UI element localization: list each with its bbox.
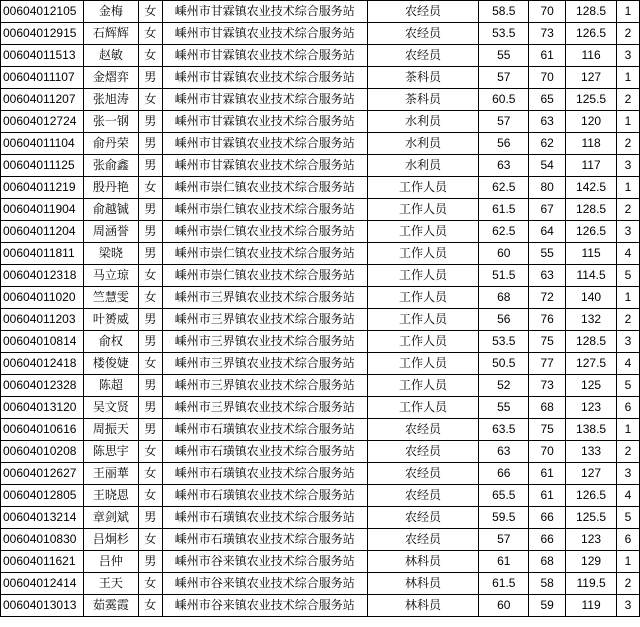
rank-cell: 1 <box>617 111 640 133</box>
total-score-cell: 127 <box>566 463 617 485</box>
total-score-cell: 126.5 <box>566 485 617 507</box>
rank-cell: 1 <box>617 287 640 309</box>
table-body <box>1 1 640 617</box>
candidate-name-cell: 金熠弈 <box>83 67 138 89</box>
candidate-id-cell: 00604012105 <box>1 1 84 23</box>
position-cell: 农经员 <box>367 1 479 23</box>
rank-cell: 6 <box>617 529 640 551</box>
employer-unit-cell: 嵊州市崇仁镇农业技术综合服务站 <box>162 199 367 221</box>
rank-cell: 4 <box>617 243 640 265</box>
written-score-cell: 56 <box>479 133 529 155</box>
position-cell: 工作人员 <box>367 243 479 265</box>
gender-cell: 男 <box>138 551 162 573</box>
candidate-id-cell: 00604011203 <box>1 309 84 331</box>
interview-score-cell: 73 <box>529 375 566 397</box>
position-cell: 工作人员 <box>367 375 479 397</box>
employer-unit-cell: 嵊州市石璜镇农业技术综合服务站 <box>162 507 367 529</box>
gender-cell: 女 <box>138 353 162 375</box>
total-score-cell: 115 <box>566 243 617 265</box>
gender-cell: 男 <box>138 375 162 397</box>
rank-cell: 1 <box>617 177 640 199</box>
gender-cell: 男 <box>138 221 162 243</box>
employer-unit-cell: 嵊州市石璜镇农业技术综合服务站 <box>162 485 367 507</box>
position-cell: 水利员 <box>367 155 479 177</box>
interview-score-cell: 54 <box>529 155 566 177</box>
rank-cell: 6 <box>617 397 640 419</box>
candidate-name-cell: 金梅 <box>83 1 138 23</box>
table-row <box>1 331 640 353</box>
gender-cell: 女 <box>138 595 162 617</box>
written-score-cell: 60 <box>479 243 529 265</box>
total-score-cell: 120 <box>566 111 617 133</box>
total-score-cell: 126.5 <box>566 221 617 243</box>
total-score-cell: 142.5 <box>566 177 617 199</box>
interview-score-cell: 59 <box>529 595 566 617</box>
candidate-name-cell: 陈超 <box>83 375 138 397</box>
rank-cell: 2 <box>617 441 640 463</box>
position-cell: 农经员 <box>367 45 479 67</box>
candidate-id-cell: 00604011811 <box>1 243 84 265</box>
position-cell: 茶科员 <box>367 67 479 89</box>
rank-cell: 1 <box>617 419 640 441</box>
employer-unit-cell: 嵊州市三界镇农业技术综合服务站 <box>162 353 367 375</box>
employer-unit-cell: 嵊州市甘霖镇农业技术综合服务站 <box>162 111 367 133</box>
total-score-cell: 125.5 <box>566 507 617 529</box>
rank-cell: 3 <box>617 155 640 177</box>
position-cell: 工作人员 <box>367 353 479 375</box>
gender-cell: 男 <box>138 331 162 353</box>
table-row <box>1 67 640 89</box>
interview-score-cell: 61 <box>529 485 566 507</box>
candidate-name-cell: 吕炯杉 <box>83 529 138 551</box>
gender-cell: 女 <box>138 1 162 23</box>
rank-cell: 1 <box>617 67 640 89</box>
candidate-name-cell: 俞越铖 <box>83 199 138 221</box>
total-score-cell: 127.5 <box>566 353 617 375</box>
candidate-id-cell: 00604012414 <box>1 573 84 595</box>
total-score-cell: 128.5 <box>566 331 617 353</box>
gender-cell: 男 <box>138 507 162 529</box>
interview-score-cell: 70 <box>529 1 566 23</box>
rank-cell: 3 <box>617 595 640 617</box>
written-score-cell: 57 <box>479 111 529 133</box>
candidate-name-cell: 周振天 <box>83 419 138 441</box>
position-cell: 工作人员 <box>367 397 479 419</box>
written-score-cell: 62.5 <box>479 221 529 243</box>
table-row <box>1 1 640 23</box>
employer-unit-cell: 嵊州市三界镇农业技术综合服务站 <box>162 331 367 353</box>
table-row <box>1 221 640 243</box>
table-row <box>1 243 640 265</box>
interview-score-cell: 77 <box>529 353 566 375</box>
candidate-id-cell: 00604011020 <box>1 287 84 309</box>
gender-cell: 男 <box>138 67 162 89</box>
interview-score-cell: 70 <box>529 67 566 89</box>
gender-cell: 女 <box>138 23 162 45</box>
candidate-name-cell: 楼俊婕 <box>83 353 138 375</box>
employer-unit-cell: 嵊州市三界镇农业技术综合服务站 <box>162 309 367 331</box>
candidate-id-cell: 00604011904 <box>1 199 84 221</box>
candidate-id-cell: 00604011621 <box>1 551 84 573</box>
interview-score-cell: 66 <box>529 507 566 529</box>
table-row <box>1 419 640 441</box>
candidate-id-cell: 00604011107 <box>1 67 84 89</box>
written-score-cell: 52 <box>479 375 529 397</box>
gender-cell: 女 <box>138 265 162 287</box>
written-score-cell: 63.5 <box>479 419 529 441</box>
employer-unit-cell: 嵊州市崇仁镇农业技术综合服务站 <box>162 221 367 243</box>
total-score-cell: 118 <box>566 133 617 155</box>
total-score-cell: 127 <box>566 67 617 89</box>
employer-unit-cell: 嵊州市石璜镇农业技术综合服务站 <box>162 529 367 551</box>
position-cell: 农经员 <box>367 441 479 463</box>
candidate-name-cell: 俞权 <box>83 331 138 353</box>
position-cell: 工作人员 <box>367 265 479 287</box>
interview-score-cell: 80 <box>529 177 566 199</box>
interview-score-cell: 65 <box>529 89 566 111</box>
table-row <box>1 529 640 551</box>
total-score-cell: 116 <box>566 45 617 67</box>
interview-score-cell: 55 <box>529 243 566 265</box>
candidate-name-cell: 张一钢 <box>83 111 138 133</box>
candidate-name-cell: 梁晓 <box>83 243 138 265</box>
table-row <box>1 507 640 529</box>
rank-cell: 5 <box>617 507 640 529</box>
candidate-name-cell: 茹霙霞 <box>83 595 138 617</box>
gender-cell: 男 <box>138 309 162 331</box>
interview-score-cell: 68 <box>529 397 566 419</box>
candidate-name-cell: 殷丹艳 <box>83 177 138 199</box>
gender-cell: 男 <box>138 133 162 155</box>
rank-cell: 2 <box>617 309 640 331</box>
candidate-id-cell: 00604011219 <box>1 177 84 199</box>
candidate-id-cell: 00604012318 <box>1 265 84 287</box>
position-cell: 农经员 <box>367 23 479 45</box>
employer-unit-cell: 嵊州市三界镇农业技术综合服务站 <box>162 287 367 309</box>
employer-unit-cell: 嵊州市甘霖镇农业技术综合服务站 <box>162 23 367 45</box>
candidate-name-cell: 周涵誉 <box>83 221 138 243</box>
employer-unit-cell: 嵊州市甘霖镇农业技术综合服务站 <box>162 155 367 177</box>
table-row <box>1 485 640 507</box>
rank-cell: 2 <box>617 89 640 111</box>
total-score-cell: 123 <box>566 529 617 551</box>
table-row <box>1 177 640 199</box>
table-row <box>1 595 640 617</box>
candidate-id-cell: 00604010814 <box>1 331 84 353</box>
rank-cell: 4 <box>617 353 640 375</box>
total-score-cell: 128.5 <box>566 199 617 221</box>
total-score-cell: 128.5 <box>566 1 617 23</box>
gender-cell: 男 <box>138 419 162 441</box>
interview-score-cell: 68 <box>529 551 566 573</box>
interview-score-cell: 61 <box>529 463 566 485</box>
rank-cell: 5 <box>617 265 640 287</box>
table-row <box>1 155 640 177</box>
total-score-cell: 125.5 <box>566 89 617 111</box>
employer-unit-cell: 嵊州市甘霖镇农业技术综合服务站 <box>162 89 367 111</box>
position-cell: 农经员 <box>367 529 479 551</box>
gender-cell: 女 <box>138 529 162 551</box>
written-score-cell: 68 <box>479 287 529 309</box>
table-row <box>1 573 640 595</box>
employer-unit-cell: 嵊州市崇仁镇农业技术综合服务站 <box>162 177 367 199</box>
written-score-cell: 61.5 <box>479 573 529 595</box>
candidate-id-cell: 00604013120 <box>1 397 84 419</box>
employer-unit-cell: 嵊州市谷来镇农业技术综合服务站 <box>162 551 367 573</box>
gender-cell: 男 <box>138 111 162 133</box>
gender-cell: 男 <box>138 199 162 221</box>
table-row <box>1 551 640 573</box>
candidate-name-cell: 赵敏 <box>83 45 138 67</box>
interview-score-cell: 62 <box>529 133 566 155</box>
position-cell: 工作人员 <box>367 331 479 353</box>
candidate-name-cell: 章剑斌 <box>83 507 138 529</box>
written-score-cell: 63 <box>479 155 529 177</box>
position-cell: 林科员 <box>367 573 479 595</box>
candidate-id-cell: 00604011207 <box>1 89 84 111</box>
written-score-cell: 60.5 <box>479 89 529 111</box>
employer-unit-cell: 嵊州市甘霖镇农业技术综合服务站 <box>162 133 367 155</box>
rank-cell: 3 <box>617 45 640 67</box>
table-row <box>1 309 640 331</box>
written-score-cell: 62.5 <box>479 177 529 199</box>
written-score-cell: 65.5 <box>479 485 529 507</box>
candidate-name-cell: 张俞鑫 <box>83 155 138 177</box>
written-score-cell: 66 <box>479 463 529 485</box>
employer-unit-cell: 嵊州市石璜镇农业技术综合服务站 <box>162 419 367 441</box>
employer-unit-cell: 嵊州市甘霖镇农业技术综合服务站 <box>162 1 367 23</box>
candidate-name-cell: 俞丹荣 <box>83 133 138 155</box>
employer-unit-cell: 嵊州市谷来镇农业技术综合服务站 <box>162 595 367 617</box>
candidate-name-cell: 王丽華 <box>83 463 138 485</box>
total-score-cell: 114.5 <box>566 265 617 287</box>
position-cell: 农经员 <box>367 419 479 441</box>
gender-cell: 女 <box>138 177 162 199</box>
written-score-cell: 55 <box>479 397 529 419</box>
position-cell: 工作人员 <box>367 309 479 331</box>
rank-cell: 2 <box>617 199 640 221</box>
candidate-id-cell: 00604012328 <box>1 375 84 397</box>
candidate-id-cell: 00604010830 <box>1 529 84 551</box>
interview-score-cell: 63 <box>529 265 566 287</box>
written-score-cell: 53.5 <box>479 23 529 45</box>
employer-unit-cell: 嵊州市崇仁镇农业技术综合服务站 <box>162 243 367 265</box>
gender-cell: 女 <box>138 485 162 507</box>
position-cell: 工作人员 <box>367 177 479 199</box>
interview-score-cell: 63 <box>529 111 566 133</box>
position-cell: 林科员 <box>367 595 479 617</box>
position-cell: 工作人员 <box>367 287 479 309</box>
table-row <box>1 199 640 221</box>
table-row <box>1 111 640 133</box>
employer-unit-cell: 嵊州市谷来镇农业技术综合服务站 <box>162 573 367 595</box>
employer-unit-cell: 嵊州市甘霖镇农业技术综合服务站 <box>162 67 367 89</box>
written-score-cell: 51.5 <box>479 265 529 287</box>
employer-unit-cell: 嵊州市三界镇农业技术综合服务站 <box>162 397 367 419</box>
interview-score-cell: 64 <box>529 221 566 243</box>
written-score-cell: 57 <box>479 67 529 89</box>
candidate-name-cell: 张旭涛 <box>83 89 138 111</box>
position-cell: 农经员 <box>367 485 479 507</box>
written-score-cell: 56 <box>479 309 529 331</box>
candidate-name-cell: 竺慧雯 <box>83 287 138 309</box>
employer-unit-cell: 嵊州市甘霖镇农业技术综合服务站 <box>162 45 367 67</box>
gender-cell: 女 <box>138 45 162 67</box>
candidate-name-cell: 吴文贤 <box>83 397 138 419</box>
candidate-id-cell: 00604012418 <box>1 353 84 375</box>
interview-score-cell: 76 <box>529 309 566 331</box>
rank-cell: 2 <box>617 133 640 155</box>
position-cell: 茶科员 <box>367 89 479 111</box>
written-score-cell: 58.5 <box>479 1 529 23</box>
candidate-name-cell: 石辉辉 <box>83 23 138 45</box>
written-score-cell: 55 <box>479 45 529 67</box>
gender-cell: 男 <box>138 243 162 265</box>
table-row <box>1 375 640 397</box>
position-cell: 农经员 <box>367 507 479 529</box>
candidate-id-cell: 00604011104 <box>1 133 84 155</box>
candidate-name-cell: 马立琼 <box>83 265 138 287</box>
written-score-cell: 61 <box>479 551 529 573</box>
candidate-name-cell: 王天 <box>83 573 138 595</box>
gender-cell: 女 <box>138 573 162 595</box>
total-score-cell: 129 <box>566 551 617 573</box>
rank-cell: 2 <box>617 23 640 45</box>
interview-score-cell: 72 <box>529 287 566 309</box>
rank-cell: 3 <box>617 221 640 243</box>
candidate-id-cell: 00604010208 <box>1 441 84 463</box>
written-score-cell: 57 <box>479 529 529 551</box>
candidate-id-cell: 00604012627 <box>1 463 84 485</box>
total-score-cell: 140 <box>566 287 617 309</box>
written-score-cell: 63 <box>479 441 529 463</box>
table-row <box>1 133 640 155</box>
total-score-cell: 126.5 <box>566 23 617 45</box>
table-row <box>1 45 640 67</box>
position-cell: 农经员 <box>367 463 479 485</box>
table-row <box>1 23 640 45</box>
table-row <box>1 441 640 463</box>
total-score-cell: 119 <box>566 595 617 617</box>
rank-cell: 3 <box>617 331 640 353</box>
gender-cell: 女 <box>138 287 162 309</box>
employer-unit-cell: 嵊州市石璜镇农业技术综合服务站 <box>162 441 367 463</box>
interview-score-cell: 70 <box>529 441 566 463</box>
rank-cell: 2 <box>617 573 640 595</box>
table-row <box>1 353 640 375</box>
position-cell: 工作人员 <box>367 221 479 243</box>
candidate-id-cell: 00604011513 <box>1 45 84 67</box>
total-score-cell: 123 <box>566 397 617 419</box>
interview-score-cell: 58 <box>529 573 566 595</box>
interview-score-cell: 61 <box>529 45 566 67</box>
total-score-cell: 117 <box>566 155 617 177</box>
gender-cell: 男 <box>138 155 162 177</box>
rank-cell: 5 <box>617 375 640 397</box>
interview-score-cell: 75 <box>529 419 566 441</box>
candidate-id-cell: 00604012805 <box>1 485 84 507</box>
gender-cell: 女 <box>138 441 162 463</box>
employer-unit-cell: 嵊州市崇仁镇农业技术综合服务站 <box>162 265 367 287</box>
table-row <box>1 397 640 419</box>
position-cell: 水利员 <box>367 111 479 133</box>
candidate-id-cell: 00604010616 <box>1 419 84 441</box>
rank-cell: 4 <box>617 485 640 507</box>
written-score-cell: 53.5 <box>479 331 529 353</box>
interview-score-cell: 73 <box>529 23 566 45</box>
table-row <box>1 463 640 485</box>
total-score-cell: 138.5 <box>566 419 617 441</box>
candidate-id-cell: 00604013013 <box>1 595 84 617</box>
candidate-name-cell: 叶赟威 <box>83 309 138 331</box>
interview-score-cell: 75 <box>529 331 566 353</box>
position-cell: 工作人员 <box>367 199 479 221</box>
rank-cell: 1 <box>617 1 640 23</box>
interview-score-cell: 66 <box>529 529 566 551</box>
written-score-cell: 61.5 <box>479 199 529 221</box>
rank-cell: 1 <box>617 551 640 573</box>
total-score-cell: 119.5 <box>566 573 617 595</box>
table-row <box>1 265 640 287</box>
candidate-name-cell: 王晓恩 <box>83 485 138 507</box>
employer-unit-cell: 嵊州市三界镇农业技术综合服务站 <box>162 375 367 397</box>
position-cell: 水利员 <box>367 133 479 155</box>
employer-unit-cell: 嵊州市石璜镇农业技术综合服务站 <box>162 463 367 485</box>
total-score-cell: 132 <box>566 309 617 331</box>
total-score-cell: 125 <box>566 375 617 397</box>
written-score-cell: 59.5 <box>479 507 529 529</box>
candidate-name-cell: 陈思宇 <box>83 441 138 463</box>
total-score-cell: 133 <box>566 441 617 463</box>
position-cell: 林科员 <box>367 551 479 573</box>
written-score-cell: 50.5 <box>479 353 529 375</box>
gender-cell: 男 <box>138 397 162 419</box>
candidate-id-cell: 00604011204 <box>1 221 84 243</box>
rank-cell: 3 <box>617 463 640 485</box>
candidate-id-cell: 00604012915 <box>1 23 84 45</box>
written-score-cell: 60 <box>479 595 529 617</box>
candidate-id-cell: 00604011125 <box>1 155 84 177</box>
gender-cell: 女 <box>138 89 162 111</box>
candidate-id-cell: 00604013214 <box>1 507 84 529</box>
table-row <box>1 287 640 309</box>
interview-score-cell: 67 <box>529 199 566 221</box>
table-row <box>1 89 640 111</box>
candidate-name-cell: 吕仲 <box>83 551 138 573</box>
candidate-id-cell: 00604012724 <box>1 111 84 133</box>
gender-cell: 女 <box>138 463 162 485</box>
